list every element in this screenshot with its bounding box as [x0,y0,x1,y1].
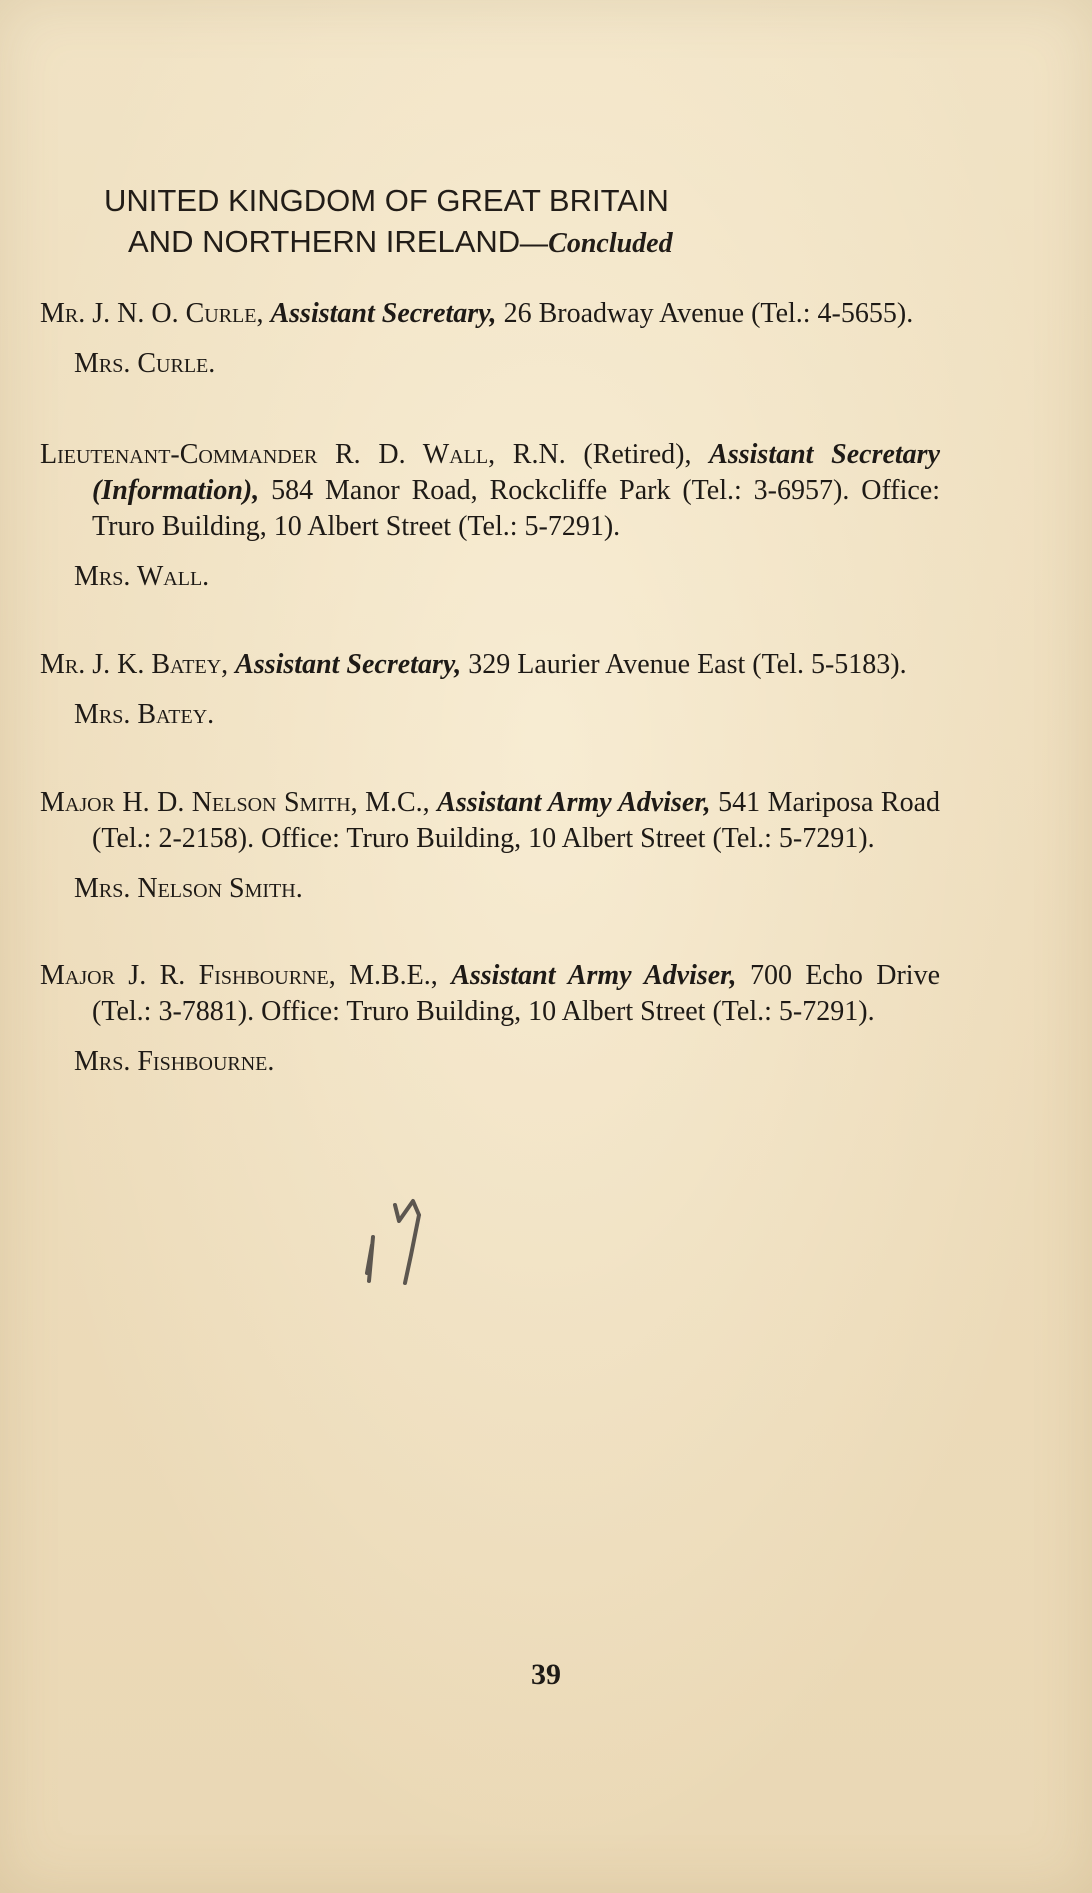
entry-role: Assistant Secretary, [270,298,497,329]
entry-details: 329 Laurier Avenue East (Tel. 5-5183). [468,649,907,680]
entry-spouse: Mrs. Nelson Smith. [74,873,303,904]
entry-name: Major J. R. Fishbourne, [40,960,336,991]
entry-fishbourne [40,958,940,1080]
entry-name: Major H. D. Nelson Smith, [40,787,358,818]
entry-main-text [40,296,940,332]
heading-concluded: —Concluded [520,228,673,259]
entry-details: 584 Manor Road, Rockcliffe Park (Tel.: 3-6957). Office: Truro Building, 10 Albert Street (Tel.: 5-7291). [92,475,940,542]
entry-batey [40,647,940,733]
entry-name: Mr. J. N. O. Curle, [40,298,264,329]
entry-main-text [40,647,940,683]
entry-role: Assistant Army Adviser, [437,787,711,818]
entry-name: Mr. J. K. Batey, [40,649,229,680]
heading-line-1: UNITED KINGDOM OF GREAT BRITAIN [104,183,669,218]
entry-details: 26 Broadway Avenue (Tel.: 4-5655). [503,298,914,329]
entry-curle [40,296,940,382]
entry-main-text [40,437,940,545]
entry-role: Assistant Army Adviser, [451,960,737,991]
entry-details: 700 Echo Drive (Tel.: 3-7881). Office: Truro Building, 10 Albert Street (Tel.: 5-7291). [92,960,941,1027]
entry-role: Assistant Secretary, [235,649,462,680]
entry-main-text [40,958,940,1030]
heading-line-2 [0,221,1092,264]
handwritten-note [355,1185,475,1305]
entry-post-nominal: R.N. (Retired), [512,439,692,470]
entry-main-text [40,785,940,857]
entry-name: Lieutenant-Commander R. D. Wall, [40,439,496,470]
entry-post-nominal: M.C., [365,787,430,818]
entry-role: Assistant Secretary (Information), [92,439,941,506]
entry-spouse: Mrs. Fishbourne. [74,1046,275,1077]
section-heading [0,180,1092,264]
entry-spouse: Mrs. Batey. [74,699,215,730]
entry-nelson-smith [40,785,940,907]
bleed-through-texture [700,1200,1060,1580]
entry-spouse: Mrs. Wall. [74,561,210,592]
entry-post-nominal: M.B.E., [349,960,438,991]
entry-details: 541 Mariposa Road (Tel.: 2-2158). Office: Truro Building, 10 Albert Street (Tel.: 5-7291). [92,787,940,854]
entry-wall [40,437,940,595]
page-number: 39 [531,1658,561,1691]
entry-spouse: Mrs. Curle. [74,348,216,379]
heading-line-2-text: AND NORTHERN IRELAND [128,224,521,259]
